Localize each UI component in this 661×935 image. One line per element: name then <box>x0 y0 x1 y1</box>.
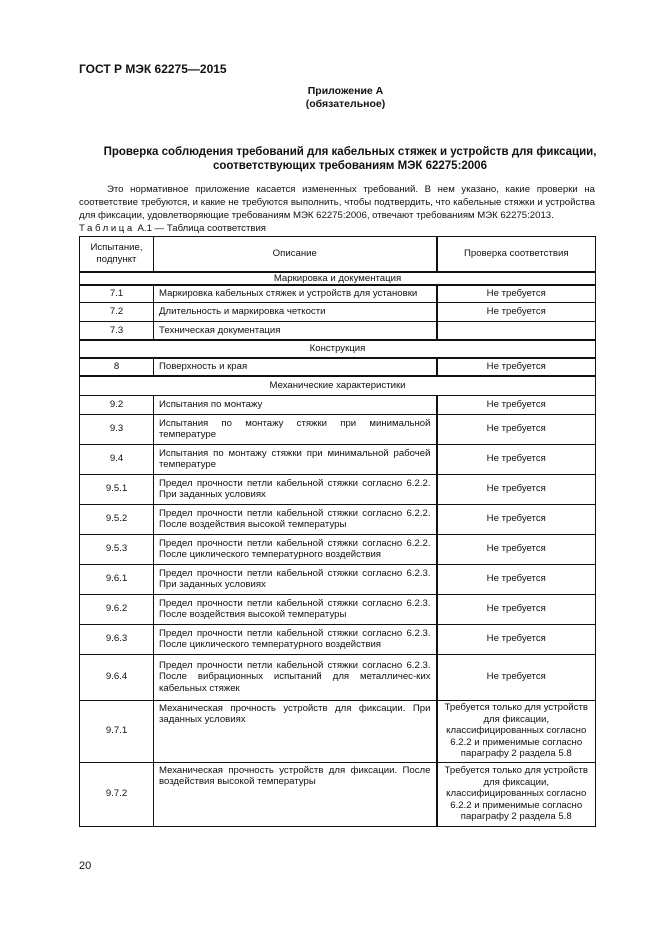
row-check: Не требуется <box>437 395 596 414</box>
row-check: Не требуется <box>437 444 596 474</box>
annex-title: Приложение А <box>307 85 384 97</box>
row-desc: Испытания по монтажу стяжки при минимальной рабочей температуре <box>154 444 437 474</box>
row-check <box>437 321 596 340</box>
table-row <box>80 534 596 564</box>
row-desc: Предел прочности петли кабельной стяжки согласно 6.2.2. После воздействия высокой температуры <box>154 504 437 534</box>
table-row <box>80 564 596 594</box>
row-desc: Поверхность и края <box>154 358 437 376</box>
section-title: Маркировка и документация <box>80 272 596 286</box>
table-row <box>80 700 596 762</box>
header-test: Испытание, подпункт <box>80 237 154 272</box>
compliance-table <box>79 236 596 827</box>
row-desc: Предел прочности петли кабельной стяжки согласно 6.2.2. При заданных условиях <box>154 474 437 504</box>
intro-paragraph <box>79 183 595 222</box>
row-check: Не требуется <box>437 564 596 594</box>
table-row <box>80 762 596 826</box>
row-num: 9.6.4 <box>80 654 154 700</box>
table-row <box>80 321 596 340</box>
row-num: 7.1 <box>80 285 154 302</box>
header-check: Проверка соответствия <box>437 237 596 272</box>
row-desc: Предел прочности петли кабельной стяжки согласно 6.2.3. После вибрационных испытаний для металличес-ких кабельных стяжек <box>154 654 437 700</box>
table-row <box>80 444 596 474</box>
row-num: 8 <box>80 358 154 376</box>
row-desc: Испытания по монтажу <box>154 395 437 414</box>
table-row <box>80 594 596 624</box>
row-num: 9.6.1 <box>80 564 154 594</box>
heading-line-2: соответствующих требованиям МЭК 62275:2006 <box>213 160 487 172</box>
row-desc: Маркировка кабельных стяжек и устройств для установки <box>154 285 437 302</box>
row-desc: Предел прочности петли кабельной стяжки согласно 6.2.3. После циклического температурного воздействия <box>154 624 437 654</box>
heading-line-1: Проверка соблюдения требований для кабельных стяжек и устройств для фиксации, <box>103 146 597 158</box>
row-num: 9.6.2 <box>80 594 154 624</box>
row-check: Не требуется <box>437 285 596 302</box>
section-title: Конструкция <box>80 340 596 358</box>
row-num: 9.3 <box>80 414 154 444</box>
row-desc: Предел прочности петли кабельной стяжки согласно 6.2.3. При заданных условиях <box>154 564 437 594</box>
row-num: 9.6.3 <box>80 624 154 654</box>
row-desc: Испытания по монтажу стяжки при минимальной температуре <box>154 414 437 444</box>
header-description: Описание <box>154 237 437 272</box>
row-check: Не требуется <box>437 414 596 444</box>
section-title: Механические характеристики <box>80 376 596 395</box>
row-num: 9.7.1 <box>80 700 154 762</box>
table-row <box>80 504 596 534</box>
row-num: 7.3 <box>80 321 154 340</box>
row-desc: Механическая прочность устройств для фиксации. После воздействия высокой температуры <box>154 762 437 826</box>
row-num: 9.5.1 <box>80 474 154 504</box>
row-desc: Предел прочности петли кабельной стяжки согласно 6.2.3. После воздействия высокой температуры <box>154 594 437 624</box>
table-row <box>80 302 596 321</box>
row-num: 7.2 <box>80 302 154 321</box>
row-check: Не требуется <box>437 358 596 376</box>
row-desc: Механическая прочность устройств для фиксации. При заданных условиях <box>154 700 437 762</box>
row-desc: Длительность и маркировка четкости <box>154 302 437 321</box>
row-check: Не требуется <box>437 594 596 624</box>
table-row <box>80 414 596 444</box>
section-row <box>80 376 596 395</box>
annex-header <box>0 85 661 111</box>
row-check: Требуется только для устройств для фиксации, классифицированных согласно 6.2.2 и применимые согласно параграфу 2 раздела 5.8 <box>437 762 596 826</box>
row-desc: Предел прочности петли кабельной стяжки согласно 6.2.2. После циклического температурного воздействия <box>154 534 437 564</box>
row-desc: Техническая документация <box>154 321 437 340</box>
row-check: Не требуется <box>437 534 596 564</box>
row-check: Не требуется <box>437 474 596 504</box>
row-check: Требуется только для устройств для фиксации, классифицированных согласно 6.2.2 и применимые согласно параграфу 2 раздела 5.8 <box>437 700 596 762</box>
annex-status: (обязательное) <box>305 98 386 110</box>
row-num: 9.7.2 <box>80 762 154 826</box>
table-row <box>80 474 596 504</box>
row-num: 9.5.3 <box>80 534 154 564</box>
table-header-row <box>80 237 596 272</box>
page-number: 20 <box>79 860 92 872</box>
table-row <box>80 358 596 376</box>
annex-heading <box>90 145 610 173</box>
intro-text: Это нормативное приложение касается измененных требований. В нем указано, какие проверки на соответствие требуются, и какие не требуются выполнить, чтобы подтвердить, что кабельные стяжки и устройства для фиксации, удовлетворяющие требованиям МЭК 62275:2006, отвечают требованиям МЭК 62275:2013. <box>79 184 595 221</box>
row-check: Не требуется <box>437 654 596 700</box>
row-check: Не требуется <box>437 302 596 321</box>
row-num: 9.5.2 <box>80 504 154 534</box>
table-row <box>80 395 596 414</box>
document-code: ГОСТ Р МЭК 62275—2015 <box>79 62 227 76</box>
table-caption <box>79 223 266 235</box>
row-check: Не требуется <box>437 624 596 654</box>
table-row <box>80 285 596 302</box>
table-caption-rest: А.1 — Таблица соответствия <box>137 223 266 234</box>
section-row <box>80 272 596 286</box>
table-row <box>80 624 596 654</box>
row-num: 9.2 <box>80 395 154 414</box>
table-row <box>80 654 596 700</box>
row-check: Не требуется <box>437 504 596 534</box>
table-caption-prefix: Таблица <box>79 223 135 234</box>
row-num: 9.4 <box>80 444 154 474</box>
section-row <box>80 340 596 358</box>
